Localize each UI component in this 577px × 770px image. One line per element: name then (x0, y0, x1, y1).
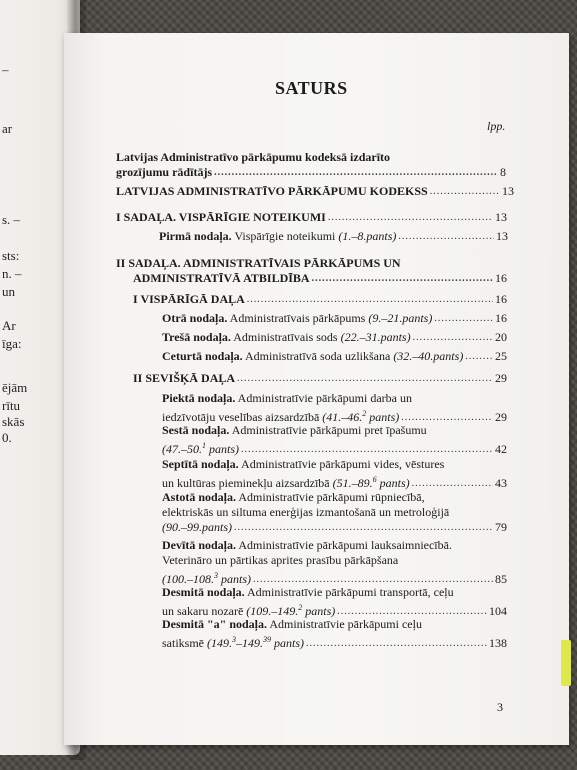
left-fragment: un (2, 284, 15, 299)
article-range: pants) (271, 636, 304, 650)
left-fragment: ar (2, 121, 13, 136)
article-range: pants) (206, 442, 239, 456)
toc-entry-general-part (133, 292, 507, 308)
dot-leader (465, 348, 493, 364)
toc-entry-text: Vispārīgie noteikumi (231, 229, 339, 243)
article-range: (100.–108. (162, 572, 214, 586)
toc-entry-text: iedzīvotāju veselības aizsardzībā (162, 410, 323, 424)
chapter-label: Desmitā nodaļa. (162, 585, 245, 599)
toc-entry-text: elektriskās un siltuma enerģijas izmantošanā un metroloģijā (162, 505, 450, 519)
left-fragment: īga: (2, 336, 22, 351)
article-range: pants) (376, 476, 410, 490)
toc-page-number: 104 (489, 604, 507, 618)
dot-leader (306, 635, 487, 651)
chapter-label: Devītā nodaļa. (162, 538, 237, 552)
toc-page-number: 13 (495, 210, 507, 224)
toc-entry-text: Administratīvie pārkāpumi lauksaimniecībā. (236, 538, 452, 552)
yellow-page-tab (561, 640, 571, 686)
dot-leader (413, 329, 493, 345)
article-range: (9.–21.pants) (368, 311, 433, 325)
article-range: (90.–99.pants) (162, 520, 232, 534)
toc-entry-text: Administratīvais pārkāpums (227, 311, 369, 325)
toc-entry-text: Veterināro un pārtikas aprites prasību pārkāpšana (162, 553, 399, 567)
chapter-label: Trešā nodaļa. (162, 330, 231, 344)
pages-column-label: lpp. (487, 119, 506, 133)
toc-entry-code (116, 184, 514, 200)
dot-leader (214, 164, 498, 180)
toc-entry-chapter-1 (159, 229, 508, 245)
dot-leader (234, 519, 493, 535)
toc-entry-chapter-7 (162, 457, 507, 492)
chapter-label: Otrā nodaļa. (162, 311, 228, 325)
article-range: (51.–89. (332, 476, 373, 490)
toc-entry-text: Administratīvie pārkāpumi rūpniecībā, (236, 490, 425, 504)
page-number: 3 (497, 700, 503, 714)
toc-page-number: 13 (496, 229, 508, 243)
toc-page-number: 8 (500, 165, 506, 179)
toc-entry-text: Administratīvie pārkāpumi darba un (235, 391, 412, 405)
toc-entry-chapter-4 (162, 349, 507, 365)
article-superscript: 3 (232, 635, 236, 644)
toc-entry-chapter-6 (162, 423, 507, 458)
article-superscript: 2 (298, 603, 303, 612)
article-superscript: 3 (214, 571, 218, 580)
dot-leader (312, 270, 493, 286)
article-range: (41.–46. (322, 410, 363, 424)
page-title: SATURS (275, 78, 348, 98)
article-range: pants) (366, 410, 400, 424)
article-range: (109.–149. (246, 604, 299, 618)
left-fragment: sts: (2, 248, 20, 263)
left-fragment: 0. (2, 430, 12, 445)
article-range: (22.–31.pants) (340, 330, 411, 344)
toc-page-number: 16 (495, 271, 507, 285)
chapter-label: Astotā nodaļa. (162, 490, 237, 504)
toc-entry-text: Administratīvie pārkāpumi pret īpašumu (229, 423, 427, 437)
toc-page-number: 29 (495, 371, 507, 385)
chapter-label: Septītā nodaļa. (162, 457, 239, 471)
chapter-label: Ceturtā nodaļa. (162, 349, 243, 363)
chapter-label: Sestā nodaļa. (162, 423, 230, 437)
toc-entry-chapter-2 (162, 311, 507, 327)
toc-entry-text: Administratīvie pārkāpumi vides, vēstures (238, 457, 445, 471)
toc-entry-chapter-10a (162, 617, 507, 652)
left-fragment: s. – (2, 212, 21, 227)
dot-leader (247, 291, 493, 307)
article-range: (1.–8.pants) (338, 229, 397, 243)
article-range: (47.–50. (162, 442, 202, 456)
toc-entry-text: grozījumu rādītājs (116, 165, 213, 179)
toc-entry-text: satiksmē (162, 636, 207, 650)
dot-leader (237, 370, 493, 386)
dot-leader (430, 183, 500, 199)
toc-entry-chapter-9 (162, 538, 507, 588)
toc-page-number: 42 (495, 442, 507, 456)
left-fragment: n. – (2, 266, 22, 281)
article-range: pants) (302, 604, 336, 618)
toc-page-number: 79 (495, 520, 507, 534)
toc-entry-section-1 (116, 210, 507, 226)
left-fragment: ējām (2, 380, 28, 395)
left-fragment: skās (2, 414, 25, 429)
article-range: (32.–40.pants) (393, 349, 464, 363)
toc-entry-text: II SADAĻA. ADMINISTRATĪVAIS PĀRKĀPUMS UN (116, 256, 401, 270)
article-superscript: 39 (263, 635, 271, 644)
dot-leader (398, 228, 494, 244)
toc-page-number: 138 (489, 636, 507, 650)
article-range: –149. (236, 636, 263, 650)
toc-entry-text: II SEVIŠĶĀ DAĻA (133, 371, 236, 385)
toc-entry-text: Administratīvais sods (230, 330, 341, 344)
toc-page-number: 13 (502, 184, 514, 198)
article-superscript: 6 (372, 475, 377, 484)
left-fragment: – (2, 62, 9, 77)
toc-entry-text: Administratīvie pārkāpumi ceļu (267, 617, 422, 631)
toc-entry-text: un sakaru nozarē (162, 604, 247, 618)
toc-page-number: 29 (495, 410, 507, 424)
toc-entry-intro (116, 150, 506, 181)
article-range: pants) (218, 572, 251, 586)
toc-entry-text: Administratīvie pārkāpumi transportā, ceļu (244, 585, 454, 599)
toc-entry-section-2 (116, 256, 507, 287)
left-fragment: rītu (2, 398, 21, 413)
toc-entry-text: I SADAĻA. VISPĀRĪGIE NOTEIKUMI (116, 210, 326, 224)
toc-entry-text: Latvijas Administratīvo pārkāpumu kodeksā izdarīto (116, 150, 391, 164)
dot-leader (328, 209, 493, 225)
chapter-label: Desmitā "a" nodaļa. (162, 617, 267, 631)
toc-entry-text: Administratīvā soda uzlikšana (242, 349, 394, 363)
toc-entry-text: I VISPĀRĪGĀ DAĻA (133, 292, 245, 306)
left-fragment: Ar (2, 318, 16, 333)
toc-page-number: 16 (495, 311, 507, 325)
article-superscript: 1 (202, 441, 206, 450)
article-superscript: 2 (362, 409, 367, 418)
chapter-label: Pirmā nodaļa. (159, 229, 232, 243)
toc-page-number: 16 (495, 292, 507, 306)
chapter-label: Piektā nodaļa. (162, 391, 236, 405)
toc-entry-special-part (133, 371, 507, 387)
dot-leader (434, 310, 493, 326)
toc-page-number: 85 (495, 572, 507, 586)
toc-page-number: 20 (495, 330, 507, 344)
toc-entry-chapter-10 (162, 585, 507, 620)
dot-leader (412, 475, 493, 491)
toc-entry-chapter-8 (162, 490, 507, 536)
toc-entry-text: un kultūras pieminekļu aizsardzībā (162, 476, 333, 490)
toc-page-number: 25 (495, 349, 507, 363)
article-range: (149. (207, 636, 232, 650)
toc-entry-chapter-5 (162, 391, 507, 426)
dot-leader (241, 441, 493, 457)
toc-page-number: 43 (495, 476, 507, 490)
toc-entry-text: ADMINISTRATĪVĀ ATBILDĪBA (133, 271, 310, 285)
toc-entry-text: LATVIJAS ADMINISTRATĪVO PĀRKĀPUMU KODEKSS (116, 184, 428, 198)
toc-entry-chapter-3 (162, 330, 507, 346)
